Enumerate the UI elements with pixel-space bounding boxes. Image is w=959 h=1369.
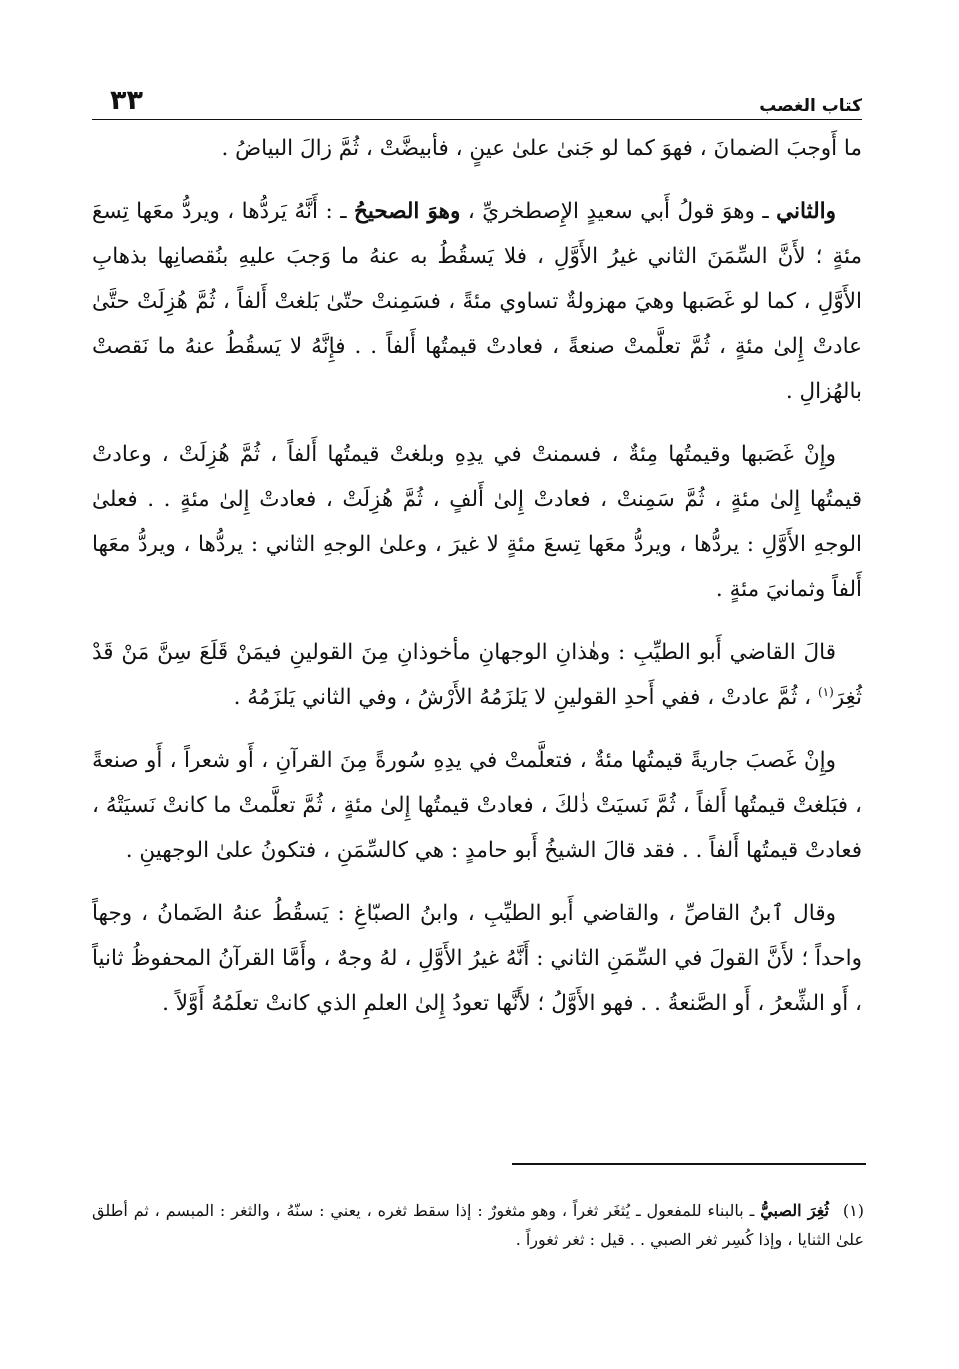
footnotes	[92, 1196, 864, 1254]
paragraph-2-lead: والثاني	[776, 199, 836, 224]
running-head	[92, 70, 862, 116]
body-text	[92, 126, 862, 1026]
paragraph-3	[92, 432, 862, 612]
book-page	[92, 70, 862, 1044]
paragraph-5-text: وإِنْ غَصبَ جاريةً قيمتُها مئةٌ ، فتعلَّمتْ في يدِهِ سُورةً مِنَ القرآنِ ، أَو شعراً ، أَو صنعةً ، فبَلغتْ قيمتُها أَلفاً ، ثُمَّ نَسيَتْ ذٰلكَ ، فعادتْ قيمتُها إِلىٰ مئةٍ ، ثُمَّ تعلَّمتْ ما كانتْ نَسيَتْهُ ، فعادتْ قيمتُها أَلفاً . . فقد قالَ الشيخُ أَبو حامدٍ : هي كالسِّمَنِ ، فتكونُ علىٰ الوجهينِ .	[92, 748, 862, 863]
footnote-reference[interactable]: (١)	[817, 684, 834, 699]
page-number: ٣٣	[110, 85, 143, 116]
paragraph-6	[92, 891, 862, 1026]
paragraph-2-attribution: ـ وهوَ قولُ أَبي سعيدٍ الإِصطخريِّ ،	[460, 199, 777, 224]
paragraph-4-text-before: قالَ القاضي أَبو الطيِّبِ : وهٰذانِ الوجهانِ مأخوذانِ مِنَ القولينِ فيمَنْ قَلَعَ سِنَّ مَنْ قَدْ ثُغِرَ	[92, 640, 862, 710]
paragraph-1-text: ما أَوجبَ الضمانَ ، فهوَ كما لو جَنىٰ علىٰ عينٍ ، فأبيضَّتْ ، ثُمَّ زالَ البياضُ .	[221, 136, 862, 161]
footnote-marker: (١)	[842, 1201, 864, 1220]
paragraph-2-emphasis: وهوَ الصحيحُ	[353, 199, 461, 224]
paragraph-5	[92, 738, 862, 873]
paragraph-4	[92, 630, 862, 720]
footnote-headword: ثُغِرَ الصبيُّ	[760, 1201, 829, 1220]
paragraph-2	[92, 189, 862, 414]
footnote-text: ـ بالبناء للمفعول ـ يُثغَر ثغراً ، وهو مثغورٌ : إذا سقط ثغره ، يعني : سنّهُ ، والثغر : المبسم ، ثم أطلق علىٰ الثنايا ، وإذا كُسِر ثغر الصبي . . قيل : ثغر ثغوراً .	[92, 1201, 864, 1249]
paragraph-1	[92, 126, 862, 171]
book-title: كتاب الغصب	[759, 96, 862, 116]
footnote-1	[92, 1196, 864, 1254]
paragraph-6-text: وقال ٱبنُ القاصِّ ، والقاضي أَبو الطيِّبِ ، وابنُ الصبّاغِ : يَسقُطُ عنهُ الضَمانُ ، وجهاً واحداً ؛ لأَنَّ القولَ في السِّمَنِ الثاني : أَنَّهُ غيرُ الأَوَّلِ ، لهُ وجهٌ ، وأَمَّا القرآنُ المحفوظُ ثانياً ، أَو الشِّعرُ ، أَو الصَّنعةُ . . فهو الأَوَّلُ ؛ لأَنَّها تعودُ إِلىٰ العلمِ الذي كانتْ تعلَمُهُ أَوَّلاً .	[92, 901, 862, 1016]
paragraph-2-text: ـ : أَنَّهُ يَردُّها ، ويردُّ معَها تِسعَ مئةٍ ؛ لأَنَّ السِّمَنَ الثاني غيرُ الأَوَّلِ ، فلا يَسقُطُ به عنهُ ما وَجبَ عليهِ بنُقصانِها بذهابِ الأَوَّلِ ، كما لو غَصَبها وهيَ مهزولةٌ تساوي مئةً ، فسَمِنتْ حتّىٰ بَلغتْ أَلفاً ، ثُمَّ هُزِلَتْ حتَّىٰ عادتْ إِلىٰ مئةٍ ، ثُمَّ تعلَّمتْ صنعةً ، فعادتْ قيمتُها أَلفاً . . فإِنَّهُ لا يَسقُطُ عنهُ ما نَقصتْ بالهُزالِ .	[92, 199, 862, 404]
paragraph-3-text: وإِنْ غَصَبها وقيمتُها مِئةٌ ، فسمنتْ في يدِهِ وبلغتْ قيمتُها أَلفاً ، ثُمَّ هُزِلَتْ ، وعادتْ قيمتُها إِلىٰ مئةٍ ، ثُمَّ سَمِنتْ ، فعادتْ إِلىٰ أَلفٍ ، ثُمَّ هُزِلَتْ ، فعادتْ إِلىٰ مئةٍ . . فعلىٰ الوجهِ الأَوَّلِ : يردُّها ، ويردُّ معَها تِسعَ مئةٍ لا غيرَ ، وعلىٰ الوجهِ الثاني : يردُّها ، ويردُّ معَها أَلفاً وثمانيَ مئةٍ .	[92, 442, 862, 602]
header-rule	[92, 119, 862, 120]
paragraph-4-text-after: ، ثُمَّ عادتْ ، ففي أَحدِ القولينِ لا يَلزَمُهُ الأَرْشُ ، وفي الثاني يَلزَمُهُ .	[233, 685, 818, 710]
footnote-separator	[512, 1163, 866, 1165]
